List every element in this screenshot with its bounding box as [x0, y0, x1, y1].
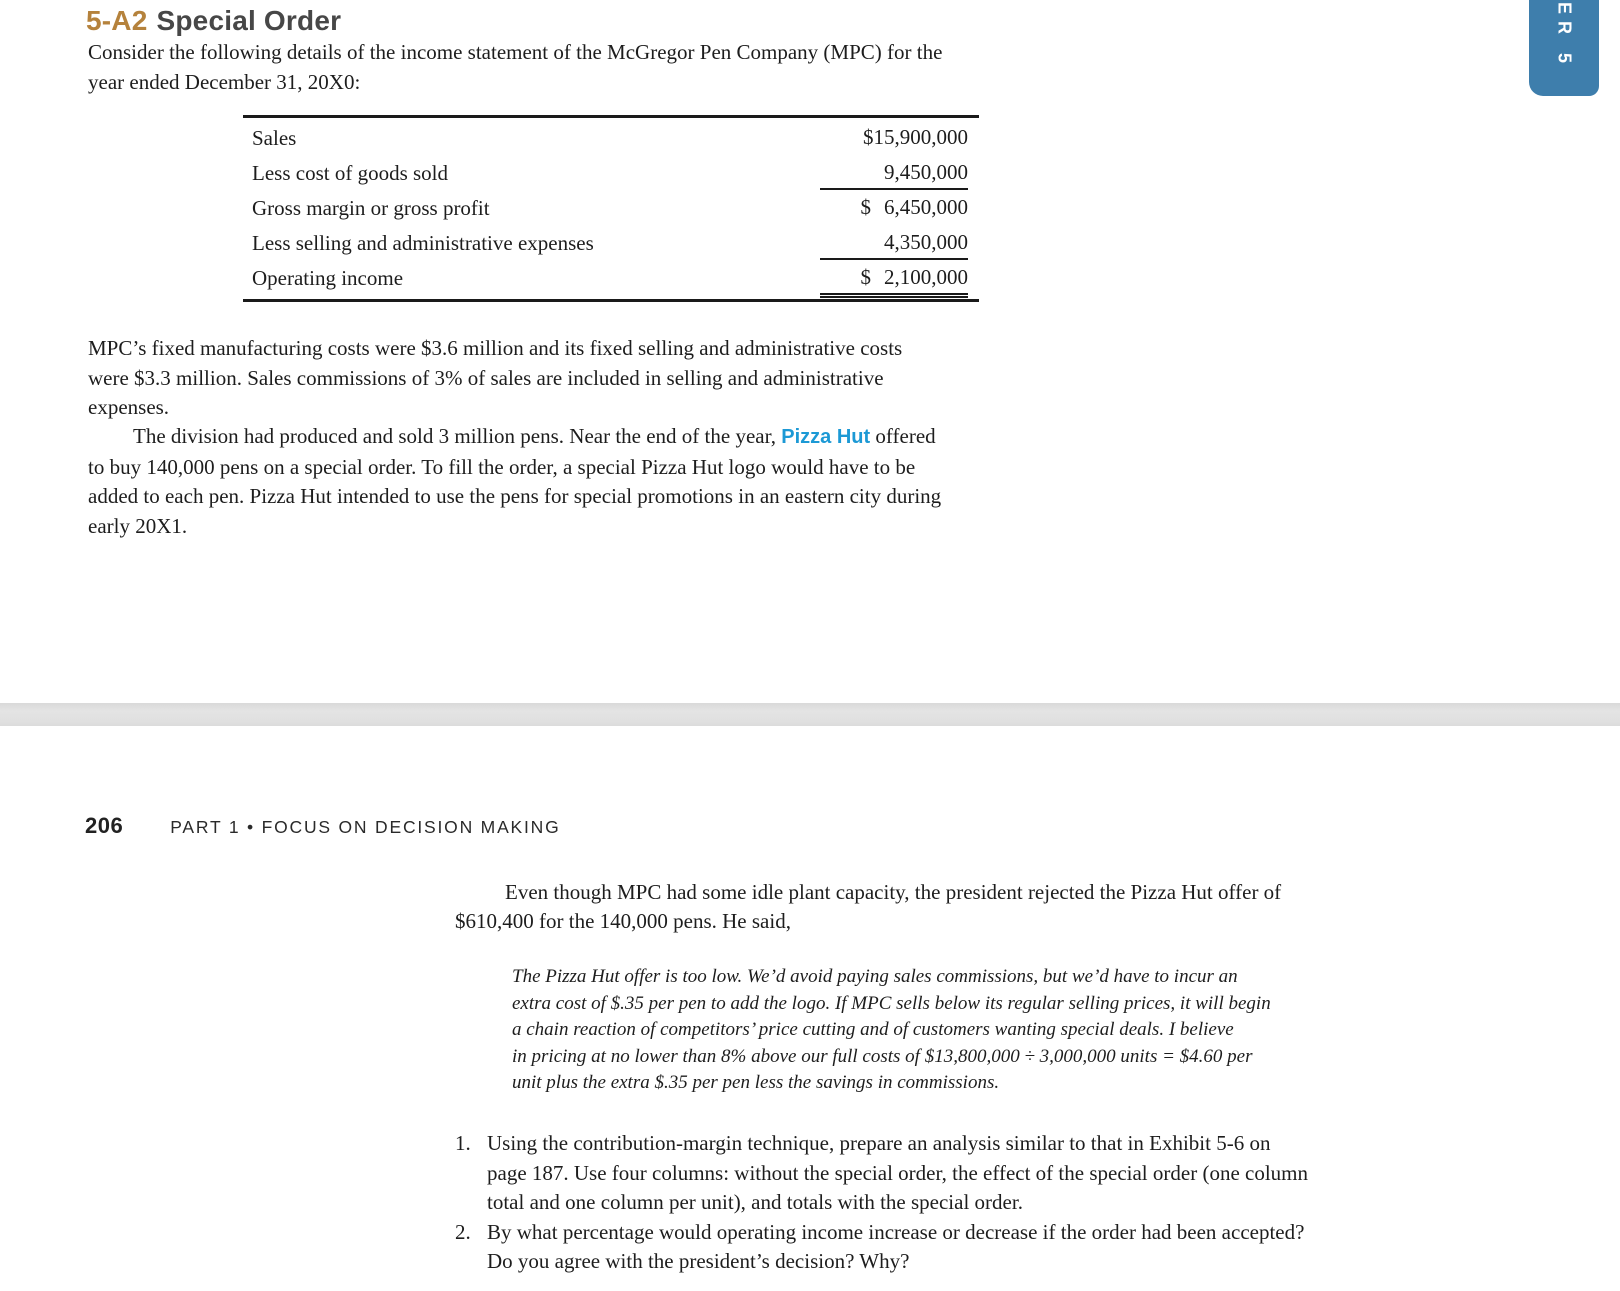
- question-line: page 187. Use four columns: without the special order, the effect of the special order (one column: [487, 1160, 1308, 1185]
- body-line: to buy 140,000 pens on a special order. To fill the order, a special Pizza Hut logo would have to be: [88, 454, 916, 479]
- question-line: By what percentage would operating income increase or decrease if the order had been accepted?: [487, 1219, 1305, 1244]
- amount-value: 9,450,000: [884, 160, 968, 184]
- chapter-tab-label: ER 5: [1554, 2, 1575, 71]
- body-line: Even though MPC had some idle plant capacity, the president rejected the Pizza Hut offer of: [505, 880, 1282, 904]
- row-label: Less cost of goods sold: [252, 161, 448, 185]
- currency-symbol: $: [860, 265, 871, 289]
- body-line: expenses.: [88, 395, 170, 419]
- problem-title-text: Special Order: [156, 5, 342, 36]
- table-row: [243, 226, 979, 261]
- question-line: Do you agree with the president’s decision? Why?: [487, 1249, 910, 1273]
- problem-number: 5-A2: [86, 5, 148, 36]
- amount-value: 2,100,000: [884, 265, 968, 289]
- division-paragraph: [88, 422, 941, 541]
- question-number: 1.: [455, 1131, 471, 1155]
- body-line: $610,400 for the 140,000 pens. He said,: [455, 909, 791, 933]
- question-line: total and one column per unit), and totals with the special order.: [487, 1190, 1023, 1214]
- table-row: [243, 121, 979, 156]
- line-text: offered: [870, 424, 936, 448]
- row-label: Sales: [252, 126, 297, 150]
- question-number: 2.: [455, 1219, 471, 1244]
- row-label: Less selling and administrative expenses: [252, 231, 594, 255]
- quote-line: The Pizza Hut offer is too low. We’d avoid paying sales commissions, but we’d have to incur an: [512, 966, 1238, 987]
- body-line: were $3.3 million. Sales commissions of 3% of sales are included in selling and administrative: [88, 365, 884, 390]
- table-row: [243, 261, 979, 296]
- question-line: Using the contribution-margin technique, prepare an analysis similar to that in Exhibit 5-6 on: [487, 1131, 1271, 1155]
- body-line: [88, 422, 941, 453]
- table-row: [243, 191, 979, 226]
- line-text: The division had produced and sold 3 million pens. Near the end of the year,: [133, 424, 782, 448]
- intro-paragraph: [88, 38, 942, 97]
- amount-value: 4,350,000: [884, 230, 968, 254]
- income-statement-table: [243, 115, 979, 302]
- intro-line: Consider the following details of the income statement of the McGregor Pen Company (MPC) for the: [88, 40, 943, 64]
- fixed-costs-paragraph: [88, 334, 902, 423]
- row-amount: [820, 158, 968, 190]
- president-paragraph: [455, 878, 1281, 936]
- quote-line: in pricing at no lower than 8% above our full costs of $13,800,000 ÷ 3,000,000 units = $4.60 per: [512, 1045, 1253, 1067]
- amount-value: 6,450,000: [884, 195, 968, 219]
- running-page-header: [85, 813, 561, 839]
- part-heading: PART 1 • FOCUS ON DECISION MAKING: [170, 817, 561, 837]
- page-number: 206: [85, 813, 124, 838]
- row-amount: [820, 123, 968, 153]
- question-list: [455, 1129, 1308, 1277]
- section-divider-bar: [0, 703, 1620, 726]
- quote-line: a chain reaction of competitors’ price cutting and of customers wanting special deals. I believe: [512, 1019, 1234, 1040]
- quote-line: unit plus the extra $.35 per pen less the savings in commissions.: [512, 1072, 1000, 1093]
- row-label: Operating income: [252, 266, 404, 290]
- president-quote: [512, 964, 1271, 1097]
- amount-value: $15,900,000: [863, 125, 968, 149]
- row-amount: [820, 263, 968, 295]
- intro-line: year ended December 31, 20X0:: [88, 69, 361, 94]
- currency-symbol: $: [860, 195, 871, 219]
- row-amount: [820, 193, 968, 223]
- quote-line: extra cost of $.35 per pen to add the logo. If MPC sells below its regular selling prices, it will begin: [512, 992, 1271, 1014]
- row-label: Gross margin or gross profit: [252, 196, 490, 220]
- pizza-hut-brand-text: Pizza Hut: [781, 426, 871, 448]
- body-line: added to each pen. Pizza Hut intended to use the pens for special promotions in an eastern city during: [88, 484, 942, 508]
- row-amount: [820, 228, 968, 260]
- problem-heading: [86, 5, 341, 37]
- body-line: MPC’s fixed manufacturing costs were $3.6 million and its fixed selling and administrative costs: [88, 336, 903, 360]
- body-line: early 20X1.: [88, 513, 188, 538]
- chapter-tab: [1529, 0, 1599, 96]
- table-row: [243, 156, 979, 191]
